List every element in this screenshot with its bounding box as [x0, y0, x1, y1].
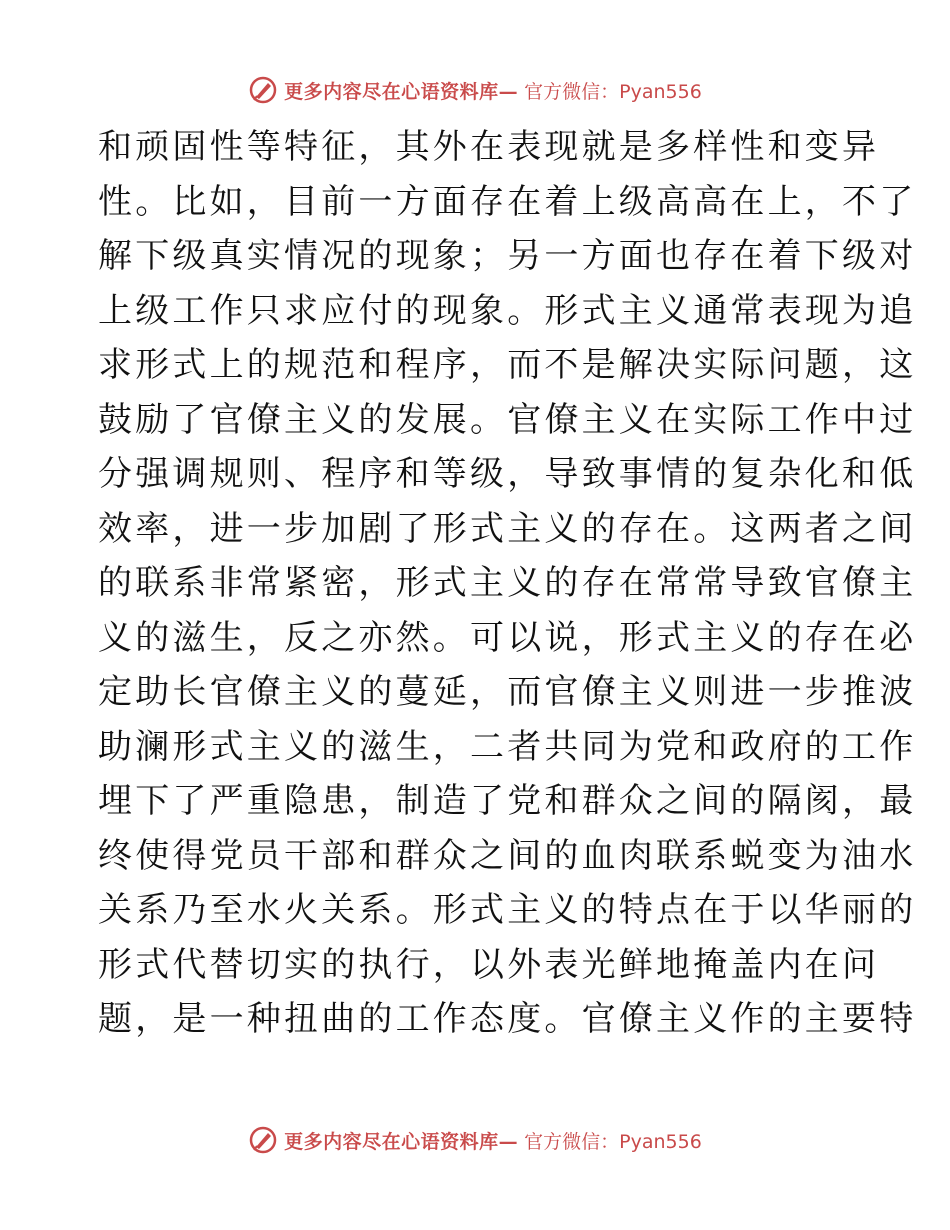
- footer-banner: [0, 1122, 950, 1158]
- body-line: 埋下了严重隐患，制造了党和群众之间的隔阂，最: [98, 781, 917, 821]
- site-name-text: 更多内容尽在心语资料库—: [284, 80, 519, 103]
- body-line: 题，是一种扭曲的工作态度。官僚主义作的主要特: [98, 999, 917, 1039]
- body-line: 助澜形式主义的滋生，二者共同为党和政府的工作: [98, 726, 917, 767]
- quill-pen-logo-icon: [248, 1125, 278, 1155]
- body-line: 关系乃至水火关系。形式主义的特点在于以华丽的: [98, 890, 917, 930]
- body-line: 形式代替切实的执行，以外表光鲜地掩盖内在问: [98, 944, 880, 985]
- body-line: 的联系非常紧密，形式主义的存在常常导致官僚主: [98, 563, 917, 603]
- body-line: 上级工作只求应付的现象。形式主义通常表现为追: [98, 290, 917, 331]
- body-line: 分强调规则、程序和等级，导致事情的复杂化和低: [98, 454, 917, 494]
- body-line: 效率，进一步加剧了形式主义的存在。这两者之间: [98, 508, 917, 549]
- header-banner: [0, 72, 950, 108]
- site-name-text: 更多内容尽在心语资料库—: [284, 1130, 519, 1153]
- wechat-id-text: 官方微信：Pyan556: [524, 1130, 702, 1153]
- quill-pen-logo-icon: [248, 75, 278, 105]
- body-line: 义的滋生，反之亦然。可以说，形式主义的存在必: [98, 617, 917, 658]
- body-line: 性。比如，目前一方面存在着上级高高在上，不了: [98, 181, 917, 222]
- body-line: 解下级真实情况的现象；另一方面也存在着下级对: [98, 236, 917, 276]
- body-line: 鼓励了官僚主义的发展。官僚主义在实际工作中过: [98, 399, 917, 440]
- wechat-id-text: 官方微信：Pyan556: [524, 80, 702, 103]
- body-line: 和顽固性等特征，其外在表现就是多样性和变异: [98, 127, 880, 167]
- document-body: [98, 120, 917, 1047]
- body-line: 终使得党员干部和群众之间的血肉联系蜕变为油水: [98, 835, 917, 876]
- body-line: 求形式上的规范和程序，而不是解决实际问题，这: [98, 345, 917, 385]
- body-line: 定助长官僚主义的蔓延，而官僚主义则进一步推波: [98, 672, 917, 712]
